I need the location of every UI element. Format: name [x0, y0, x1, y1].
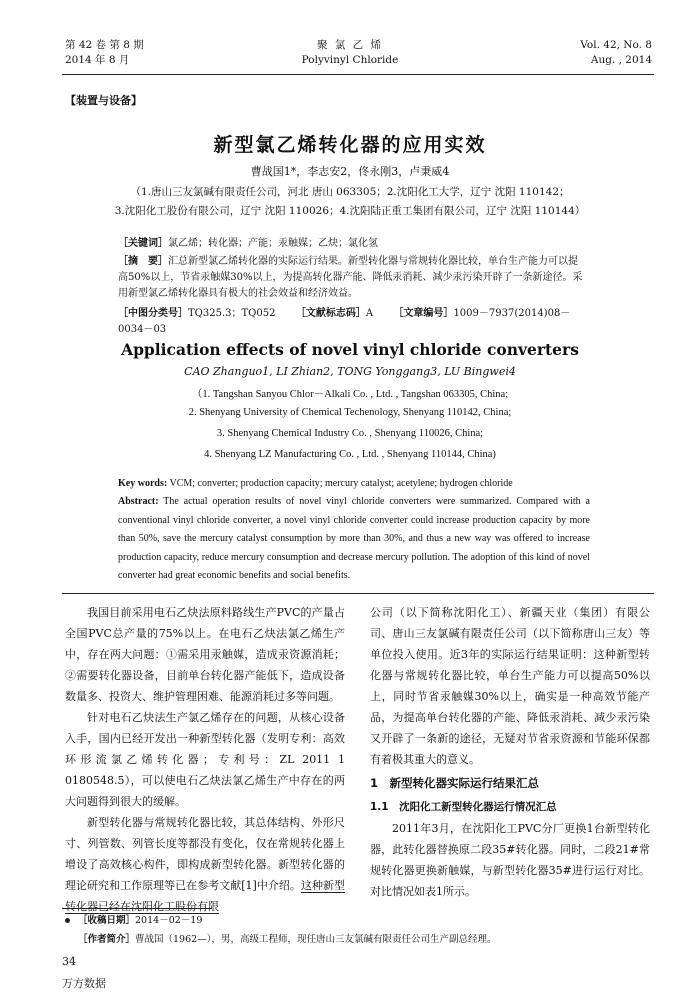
- bullet-icon: [65, 918, 70, 923]
- body-paragraph: 我国目前采用电石乙炔法原料路线生产PVC的产量占全国PVC总产量的75%以上。在电石乙炔法氯乙烯生产中，存在两大问题：①需采用汞触媒，造成汞资源消耗；②需要转化器设备，目前单台转化器产能低下，造成设备数量多、投资大、维护管理困难、能源消耗过多等问题。: [65, 606, 345, 703]
- body-column-right: [370, 602, 650, 902]
- journal-name-cn: 聚 氯 乙 烯: [316, 39, 383, 51]
- affiliation-en-3: 3. Shenyang Chemical Industry Co. , Shenyang 110026, China;: [216, 428, 484, 439]
- footnote-author: [78, 932, 496, 947]
- classification-line: [118, 306, 583, 338]
- received-date: 2014－02－19: [135, 915, 203, 926]
- authors-cn: 曹战国1*，李志安2，佟永刚3，卢秉威4: [250, 165, 450, 178]
- keywords-cn-text: 氯乙烯；转化器；产能；汞触媒；乙炔；氯化氢: [168, 238, 378, 249]
- doc-code-value: A: [365, 308, 374, 319]
- keywords-en: [118, 475, 590, 494]
- abstract-rule: [62, 593, 654, 594]
- volume-issue: 第 42 卷 第 8 期: [65, 39, 144, 51]
- affiliation-en-4: 4. Shenyang LZ Manufacturing Co. , Ltd. , Shenyang 110144, China): [204, 449, 496, 460]
- doc-code-label: ［文献标志码］: [295, 308, 366, 319]
- header-rule: [62, 74, 654, 75]
- keywords-cn-label: ［关键词］: [118, 238, 168, 249]
- issue-date-en: Aug. , 2014: [590, 54, 652, 66]
- affiliation-en-1: （1. Tangshan Sanyou Chlor－Alkali Co. , Ltd. , Tangshan 063305, China;: [191, 389, 509, 400]
- received-label: ［收稿日期］: [78, 915, 136, 926]
- paper-title-en: Application effects of novel vinyl chloride converters: [121, 340, 579, 359]
- author-bio-label: ［作者简介］: [78, 934, 136, 945]
- journal-volume-en: [580, 38, 652, 68]
- issue-date-cn: 2014 年 8 月: [65, 54, 130, 66]
- footnote-received: [65, 913, 202, 928]
- body-paragraph-underlined: 这种新型转化器已经在沈阳化工股份有限: [65, 879, 345, 913]
- authors-en: CAO Zhanguo1, LI Zhian2, TONG Yonggang3, LU Bingwei4: [184, 365, 516, 378]
- article-no-value: 1009－7937(2014)08－0034－03: [118, 308, 571, 335]
- keywords-cn: [118, 236, 583, 252]
- abstract-en-label: Abstract:: [118, 496, 159, 507]
- affiliation-cn-1: （1.唐山三友氯碱有限责任公司，河北 唐山 063305；2.沈阳化工大学，辽宁 沈阳 110142；: [130, 186, 570, 198]
- affiliation-cn-2: 3.沈阳化工股份有限公司，辽宁 沈阳 110026；4.沈阳陆正重工集团有限公司，辽宁 沈阳 110144）: [114, 205, 586, 217]
- body-paragraph: 公司（以下简称沈阳化工）、新疆天业（集团）有限公司、唐山三友氯碱有限责任公司（以下简称唐山三友）等单位投入使用。近3年的实际运行结果证明：这种新型转化器与常规转化器比较，单台生产能力可以提高50%以上，同时节省汞触媒30%以上，确实是一种高效节能产品，为提高单台转化器的产能、降低汞消耗、减少汞污染又开辟了一条新的途径，无疑对节省汞资源和节能环保都有着极其重大的意义。: [370, 606, 650, 766]
- body-paragraph: 2011年3月，在沈阳化工PVC分厂更换1台新型转化器，此转化器替换原二段35#转化器。同时，二段21#常规转化器更换新触媒，与新型转化器35#进行运行对比。对比情况如表1所示。: [370, 822, 650, 898]
- page-number: 34: [62, 955, 76, 968]
- body-paragraph-text: 新型转化器与常规转化器比较，其总体结构、外形尺寸、列管数、列管长度等都没有变化，仅在常规转化器上增设了高效核心构件，即构成新型转化器。新型转化器的理论研究和工作原理等已在参考文献[1]中介绍。: [65, 816, 345, 892]
- volume-issue-en: Vol. 42, No. 8: [580, 39, 652, 51]
- journal-name-en: Polyvinyl Chloride: [301, 54, 399, 66]
- section-tag: 【装置与设备】: [65, 94, 142, 107]
- abstract-en: [118, 493, 590, 586]
- clc-label: ［中图分类号］: [118, 308, 188, 319]
- section-heading-1: 1 新型转化器实际运行结果汇总: [370, 776, 539, 790]
- footnote-rule: [62, 908, 212, 909]
- watermark: 万方数据: [62, 977, 106, 990]
- abstract-cn: [118, 254, 583, 302]
- author-bio: 曹战国（1962—），男，高级工程师，现任唐山三友氯碱有限责任公司生产副总经理。: [135, 934, 497, 945]
- paper-title-cn: 新型氯乙烯转化器的应用实效: [213, 134, 487, 156]
- affiliation-en-2: 2. Shenyang University of Chemical Techenology, Shenyang 110142, China;: [188, 407, 512, 418]
- body-column-left: [65, 602, 345, 917]
- clc-value: TQ325.3；TQ052: [188, 308, 276, 319]
- body-paragraph: 针对电石乙炔法生产氯乙烯存在的问题，从核心设备入手，国内已经开发出一种新型转化器（发明专利：高效环形流氯乙烯转化器；专利号：ZL 2011 1 0180548.5），可以使电石乙炔法氯乙烯生产中存在的两大问题得到很大的缓解。: [65, 711, 345, 808]
- body-paragraph: [65, 812, 345, 917]
- abstract-cn-label: ［摘 要］: [118, 256, 168, 267]
- keywords-en-text: VCM; converter; production capacity; mercury catalyst; acetylene; hydrogen chloride: [169, 478, 513, 489]
- section-heading-1-1: 1.1 沈阳化工新型转化器运行情况汇总: [370, 801, 557, 813]
- abstract-en-text: The actual operation results of novel vinyl chloride converters were summarized. Compared with a conventional vinyl chloride converter, a novel vinyl chloride converter could increase production capacity by more than 50%, save the mercury catalyst consumption by more than 30%, and thus a new way was offered to increase production capacity, reduce mercury consumption and decrease mercury pollution. The adoption of this kind of novel converter had great economic benefits and social benefits.: [118, 496, 590, 581]
- keywords-en-label: Key words:: [118, 478, 168, 489]
- article-no-label: ［文章编号］: [393, 308, 454, 319]
- abstract-cn-text: 汇总新型氯乙烯转化器的实际运行结果。新型转化器与常规转化器比较，单台生产能力可以提高50%以上，节省汞触媒30%以上，为提高转化器产能、降低汞消耗、减少汞污染开辟了一条新途径。采用新型氯乙烯转化器具有极大的社会效益和经济效益。: [118, 256, 583, 299]
